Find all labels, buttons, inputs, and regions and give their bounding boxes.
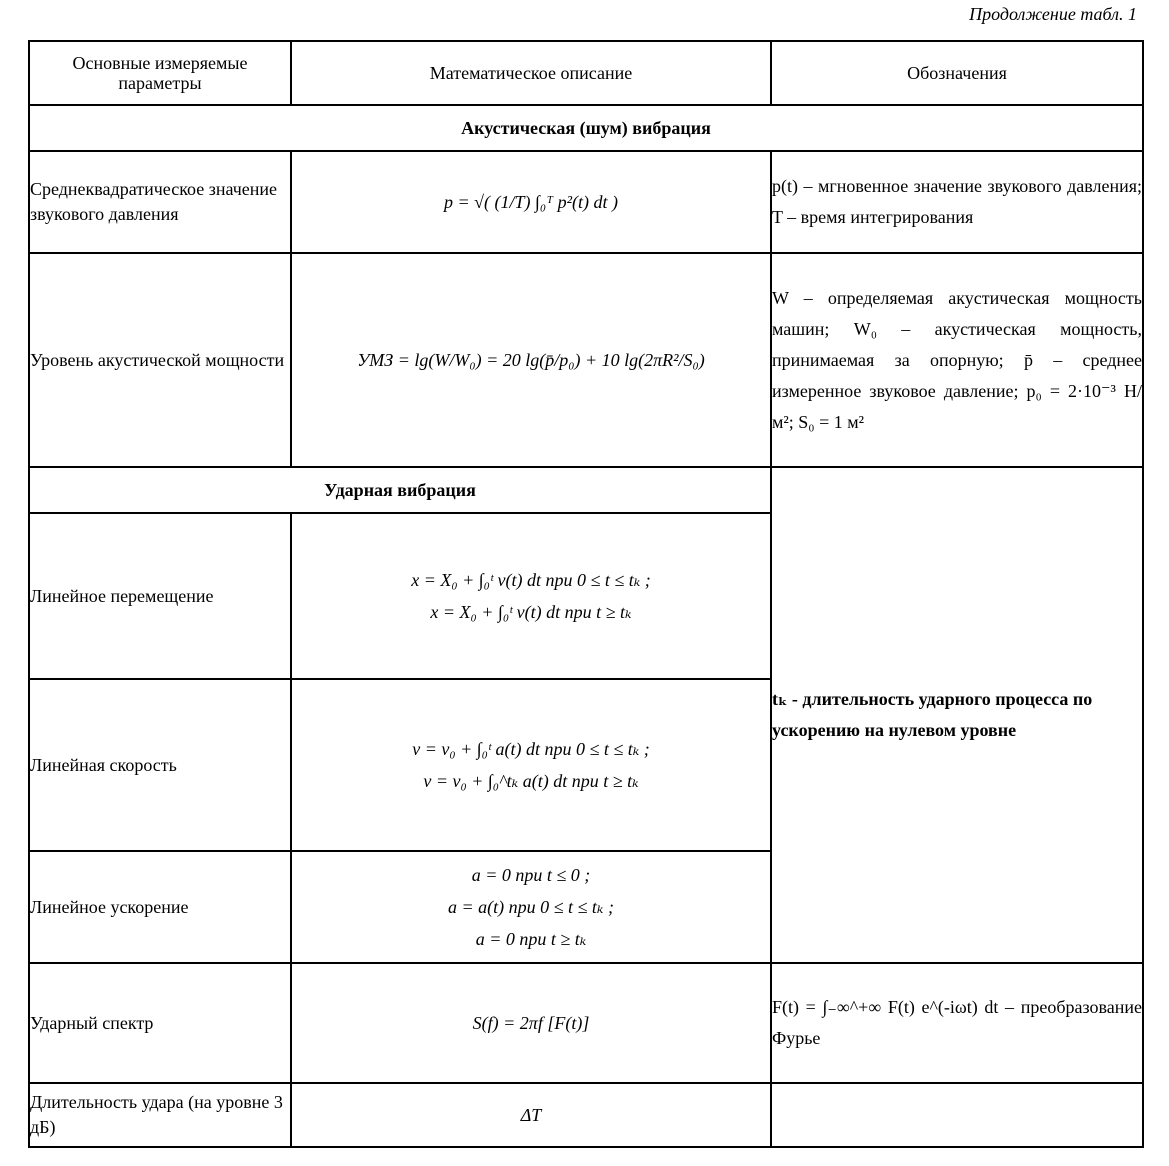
notation-duration [771,1083,1143,1147]
formula-spectrum: S(f) = 2πf [F(t)] [291,963,771,1083]
notation-rms-pressure: p(t) – мгновенное значение звукового давления; T – время интегрирования [771,151,1143,253]
section-shock-title: Ударная вибрация [29,467,771,513]
notation-power-level: W – определяемая акустическая мощность машин; W₀ – акустическая мощность, принимаемая за опорную; p̄ – среднее измеренное звуковое давление; p₀ = 2·10⁻³ Н/м²; S₀ = 1 м² [771,253,1143,467]
section-acoustic-row [29,105,1143,151]
formula-acceleration-line1: a = 0 при t ≤ 0 ; [471,865,591,885]
param-duration: Длительность удара (на уровне 3 дБ) [29,1083,291,1147]
formula-velocity [291,679,771,851]
formula-rms-pressure: p = √( (1/T) ∫₀ᵀ p²(t) dt ) [291,151,771,253]
param-power-level: Уровень акустической мощности [29,253,291,467]
formula-displacement-line1: x = X₀ + ∫₀ᵗ v(t) dt при 0 ≤ t ≤ tₖ ; [411,570,651,590]
notation-shock: tₖ - длительность ударного процесса по ускорению на нулевом уровне [771,467,1143,963]
header-math-description: Математическое описание [291,41,771,105]
table-row [29,963,1143,1083]
header-notation: Обозначения [771,41,1143,105]
formula-velocity-line1: v = v₀ + ∫₀ᵗ a(t) dt при 0 ≤ t ≤ tₖ ; [412,739,650,759]
table-caption: Продолжение табл. 1 [969,4,1137,24]
formula-power-level: УМЗ = lg(W/W₀) = 20 lg(p̄/p₀) + 10 lg(2πR²/S₀) [291,253,771,467]
formula-duration: ΔT [291,1083,771,1147]
section-acoustic-title: Акустическая (шум) вибрация [29,105,1143,151]
parameters-table [28,40,1144,1148]
table-row [29,253,1143,467]
formula-velocity-line2: v = v₀ + ∫₀^tₖ a(t) dt при t ≥ tₖ [423,771,639,791]
section-shock-row [29,467,1143,513]
table-row [29,1083,1143,1147]
table-row [29,151,1143,253]
param-acceleration: Линейное ускорение [29,851,291,963]
param-displacement: Линейное перемещение [29,513,291,679]
header-parameters: Основные измеряемые параметры [29,41,291,105]
formula-acceleration-line2: a = a(t) при 0 ≤ t ≤ tₖ ; [448,897,614,917]
formula-acceleration-line3: a = 0 при t ≥ tₖ [475,929,587,949]
formula-displacement-line2: x = X₀ + ∫₀ᵗ v(t) dt при t ≥ tₖ [430,602,632,622]
formula-acceleration [291,851,771,963]
param-spectrum: Ударный спектр [29,963,291,1083]
param-rms-pressure: Среднеквадратическое значение звукового давления [29,151,291,253]
header-row [29,41,1143,105]
param-velocity: Линейная скорость [29,679,291,851]
notation-spectrum: F(t) = ∫₋∞^+∞ F(t) e^(-iωt) dt – преобразование Фурье [771,963,1143,1083]
formula-displacement [291,513,771,679]
